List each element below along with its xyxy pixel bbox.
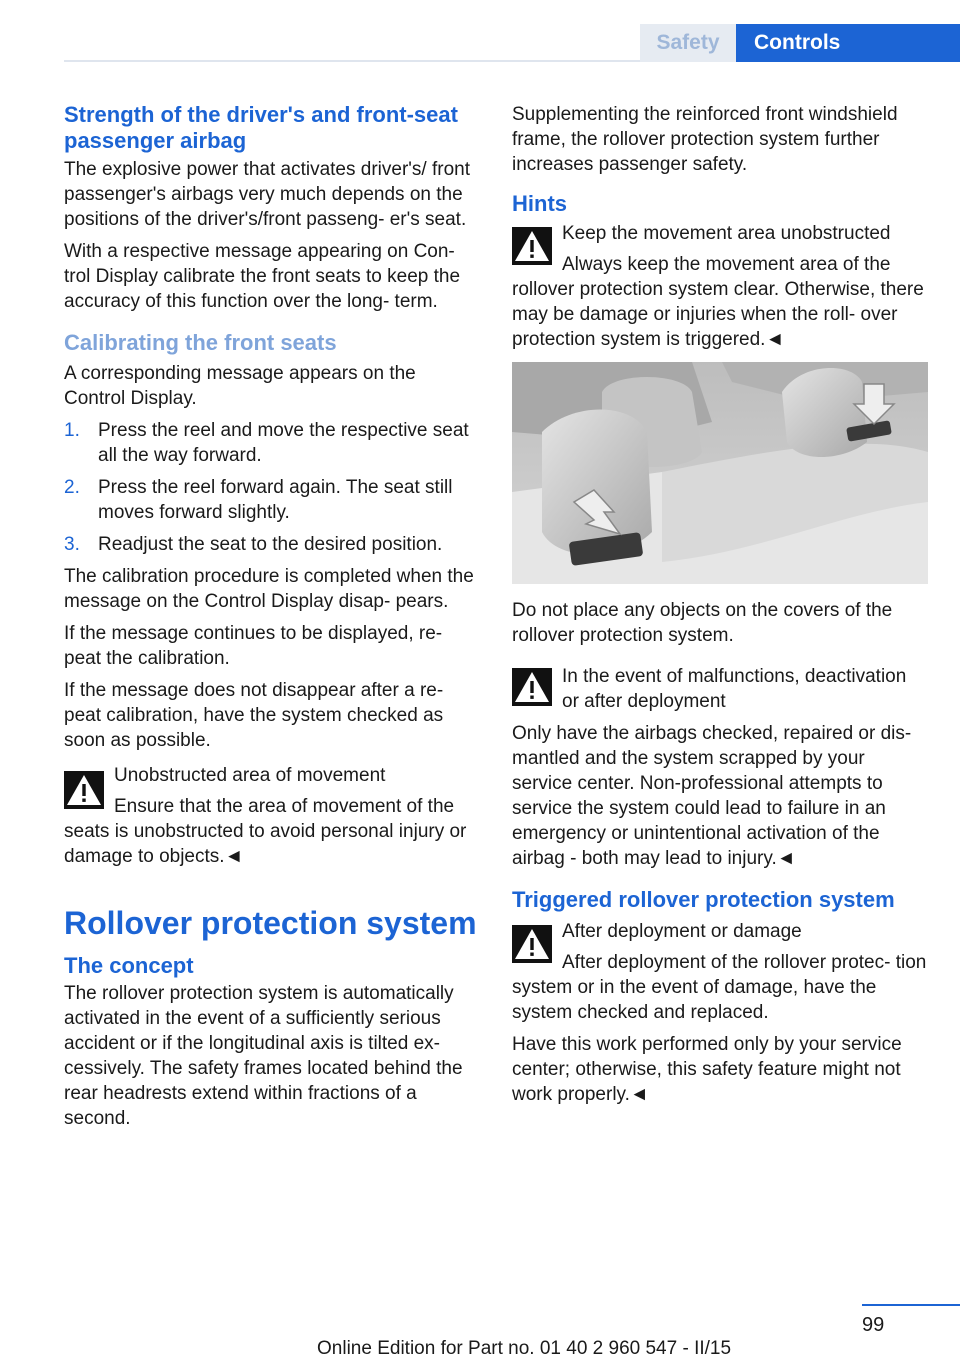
warning-title: Keep the movement area unobstructed bbox=[562, 223, 891, 244]
warning-after-deployment bbox=[512, 919, 928, 1025]
step-number: 2. bbox=[64, 477, 80, 498]
warning-triangle-icon bbox=[64, 771, 104, 809]
warning-movement-area bbox=[512, 221, 928, 352]
warning-body: Only have the airbags checked, repaired or dis‐ mantled and the system scrapped by your service center. Non-professional attempts to service the system could lead to failure in an emergency or unintentional activation of the airbag - both may lead to injury.◄ bbox=[512, 723, 912, 869]
list-item bbox=[64, 418, 480, 468]
concept-paragraph: The rollover protection system is automatically activated in the event of a sufficiently serious accident or if the longitudinal axis is tilted ex‐ cessively. The safety frames located behind the rear headrests extend within fractions of a second. bbox=[64, 983, 463, 1129]
warning-triangle-icon bbox=[512, 668, 552, 706]
step-text: Press the reel forward again. The seat still moves forward slightly. bbox=[98, 477, 453, 523]
warning-body: Always keep the movement area of the rollover protection system clear. Otherwise, there may be damage or injuries when the roll‐ over protection system is triggered.◄ bbox=[512, 254, 924, 350]
rollover-covers-photo bbox=[512, 362, 928, 584]
photo-caption: Do not place any objects on the covers of the rollover protection system. bbox=[512, 600, 893, 646]
warning-unobstructed bbox=[64, 763, 480, 869]
step-number: 1. bbox=[64, 420, 80, 441]
tab-controls[interactable]: Controls bbox=[736, 24, 960, 62]
rollover-heading: Rollover protection system bbox=[64, 905, 477, 941]
supplementing-paragraph: Supplementing the reinforced front windshield frame, the rollover protection system further increases passenger safety. bbox=[512, 104, 898, 175]
triggered-heading: Triggered rollover protection system bbox=[512, 887, 895, 912]
calibrating-paragraph-1: A corresponding message appears on the Control Display. bbox=[64, 363, 416, 409]
left-column bbox=[64, 102, 480, 1138]
calibration-steps bbox=[64, 418, 480, 557]
warning-body: Ensure that the area of movement of the seats is unobstructed to avoid personal injury or damage to objects.◄ bbox=[64, 796, 467, 867]
list-item bbox=[64, 532, 480, 557]
warning-title: Unobstructed area of movement bbox=[114, 765, 386, 786]
step-number: 3. bbox=[64, 534, 80, 555]
calibrating-paragraph-4: If the message does not disappear after a re‐ peat calibration, have the system checked as soon as possible. bbox=[64, 680, 444, 751]
airbag-strength-heading: Strength of the driver's and front-seat passenger airbag bbox=[64, 102, 458, 153]
warning-malfunctions bbox=[512, 664, 928, 871]
footer-rule bbox=[862, 1304, 960, 1306]
step-text: Press the reel and move the respective seat all the way forward. bbox=[98, 420, 469, 466]
right-column bbox=[512, 102, 928, 1114]
warning-title: After deployment or damage bbox=[562, 921, 802, 942]
page-number: 99 bbox=[862, 1314, 885, 1336]
warning-triangle-icon bbox=[512, 925, 552, 963]
edition-footer: Online Edition for Part no. 01 40 2 960 547 - II/15 bbox=[317, 1338, 732, 1359]
calibrating-paragraph-3: If the message continues to be displayed, re‐ peat the calibration. bbox=[64, 623, 443, 669]
warning-title: In the event of malfunctions, deactivation or after deployment bbox=[562, 666, 907, 712]
calibrating-heading: Calibrating the front seats bbox=[64, 330, 337, 355]
tab-safety[interactable]: Safety bbox=[640, 24, 736, 62]
calibrating-paragraph-2: The calibration procedure is completed when the message on the Control Display disap‐ pears. bbox=[64, 566, 474, 612]
airbag-paragraph-1: The explosive power that activates driver's/ front passenger's airbags very much depends on the positions of the driver's/front passeng‐ er's seat. bbox=[64, 159, 470, 230]
step-text: Readjust the seat to the desired position. bbox=[98, 534, 443, 555]
hints-heading: Hints bbox=[512, 191, 567, 216]
triggered-paragraph: Have this work performed only by your service center; otherwise, this safety feature might not work properly.◄ bbox=[512, 1034, 902, 1105]
warning-body: After deployment of the rollover protec‐ tion system or in the event of damage, have the system checked and replaced. bbox=[512, 952, 927, 1023]
concept-heading: The concept bbox=[64, 953, 194, 978]
rollover-covers-illustration bbox=[512, 362, 928, 584]
warning-triangle-icon bbox=[512, 227, 552, 265]
list-item bbox=[64, 475, 480, 525]
airbag-paragraph-2: With a respective message appearing on Con‐ trol Display calibrate the front seats to keep the accuracy of this function over the long- term. bbox=[64, 241, 461, 312]
